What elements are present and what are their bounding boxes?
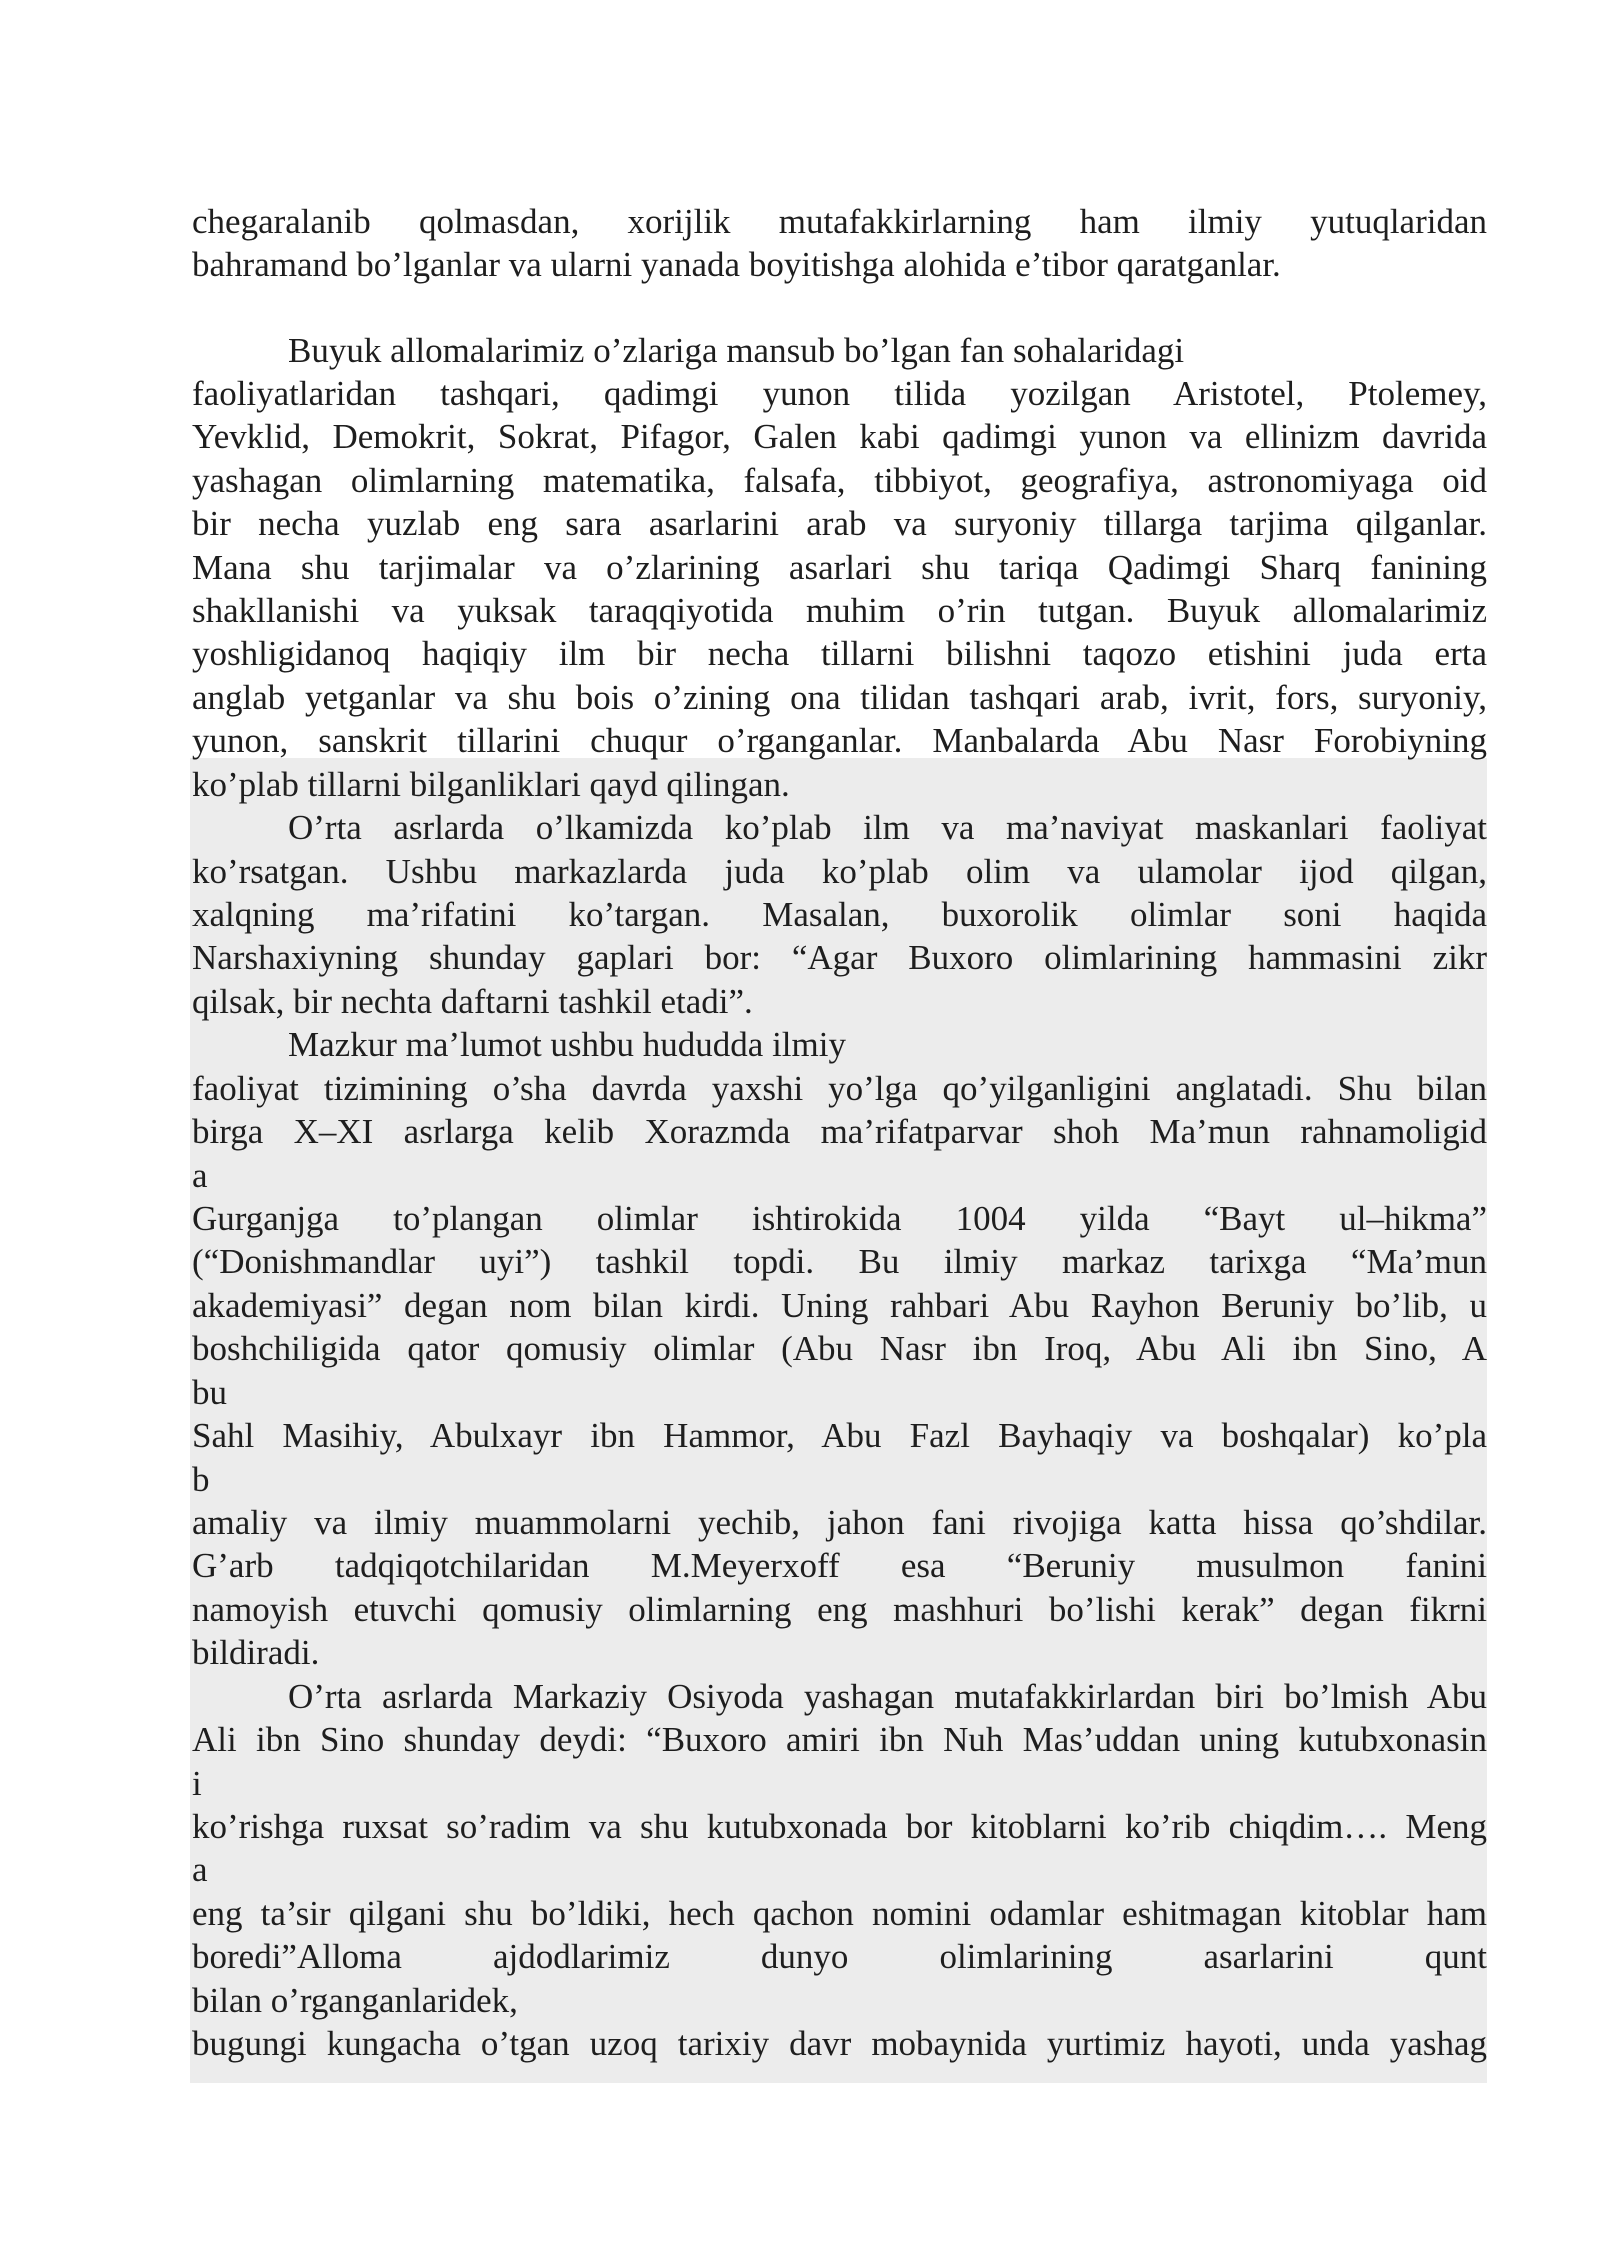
text-line: namoyish etuvchi qomusiy olimlarning eng mashhuri bo’lishi kerak” degan fikrni xyxy=(192,1590,1487,1629)
text-line: Ali ibn Sino shunday deydi: “Buxoro amiri ibn Nuh Mas’uddan uning kutubxonasin xyxy=(192,1720,1487,1759)
text-line: Gurganjga to’plangan olimlar ishtirokida 1004 yilda “Bayt ul–hikma” xyxy=(192,1199,1487,1238)
text-line: yoshligidanoq haqiqiy ilm bir necha tillarni bilishni taqozo etishini juda erta xyxy=(192,634,1487,673)
text-line: Sahl Masihiy, Abulxayr ibn Hammor, Abu Fazl Bayhaqiy va boshqalar) ko’pla xyxy=(192,1416,1487,1455)
text-line: ko’plab tillarni bilganliklari qayd qilingan. xyxy=(192,765,790,804)
text-line: shakllanishi va yuksak taraqqiyotida muhim o’rin tutgan. Buyuk allomalarimiz xyxy=(192,591,1487,630)
text-line: eng ta’sir qilgani shu bo’ldiki, hech qachon nomini odamlar eshitmagan kitoblar ham xyxy=(192,1894,1487,1933)
text-line: b xyxy=(192,1460,210,1499)
text-line: G’arb tadqiqotchilaridan M.Meyerxoff esa “Beruniy musulmon fanini xyxy=(192,1546,1487,1585)
text-line: bir necha yuzlab eng sara asarlarini arab va suryoniy tillarga tarjima qilganlar. xyxy=(192,504,1487,543)
text-line: i xyxy=(192,1764,202,1803)
text-line: faoliyatlaridan tashqari, qadimgi yunon tilida yozilgan Aristotel, Ptolemey, xyxy=(192,374,1487,413)
text-line: a xyxy=(192,1850,208,1889)
text-line: bilan o’rganganlaridek, xyxy=(192,1981,518,2020)
text-line: bahramand bo’lganlar va ularni yanada boyitishga alohida e’tibor qaratganlar. xyxy=(192,245,1281,284)
text-line: boshchiligida qator qomusiy olimlar (Abu Nasr ibn Iroq, Abu Ali ibn Sino, A xyxy=(192,1329,1487,1368)
text-line: Mana shu tarjimalar va o’zlarining asarlari shu tariqa Qadimgi Sharq fanining xyxy=(192,548,1487,587)
text-line: birga X–XI asrlarga kelib Xorazmda ma’rifatparvar shoh Ma’mun rahnamoligid xyxy=(192,1112,1487,1151)
text-line: (“Donishmandlar uyi”) tashkil topdi. Bu ilmiy markaz tarixga “Ma’mun xyxy=(192,1242,1487,1281)
text-line: anglab yetganlar va shu bois o’zining ona tilidan tashqari arab, ivrit, fors, suryoniy, xyxy=(192,678,1487,717)
text-line: a xyxy=(192,1156,208,1195)
text-line: bildiradi. xyxy=(192,1633,320,1672)
text-line: akademiyasi” degan nom bilan kirdi. Uning rahbari Abu Rayhon Beruniy bo’lib, u xyxy=(192,1286,1487,1325)
text-line: Yevklid, Demokrit, Sokrat, Pifagor, Galen kabi qadimgi yunon va ellinizm davrida xyxy=(192,417,1487,456)
text-line: bugungi kungacha o’tgan uzoq tarixiy davr mobaynida yurtimiz hayoti, unda yashag xyxy=(192,2024,1487,2063)
text-line: ko’rishga ruxsat so’radim va shu kutubxonada bor kitoblarni ko’rib chiqdim…. Meng xyxy=(192,1807,1487,1846)
text-line: qilsak, bir nechta daftarni tashkil etadi”. xyxy=(192,982,753,1021)
text-line: faoliyat tizimining o’sha davrda yaxshi yo’lga qo’yilganligini anglatadi. Shu bilan xyxy=(192,1069,1487,1108)
text-line: chegaralanib qolmasdan, xorijlik mutafakkirlarning ham ilmiy yutuqlaridan xyxy=(192,202,1487,241)
text-line: boredi”Alloma ajdodlarimiz dunyo olimlarining asarlarini qunt xyxy=(192,1937,1487,1976)
text-line: O’rta asrlarda o’lkamizda ko’plab ilm va ma’naviyat maskanlari faoliyat xyxy=(288,808,1487,847)
text-line: xalqning ma’rifatini ko’targan. Masalan, buxorolik olimlar soni haqida xyxy=(192,895,1487,934)
text-line: O’rta asrlarda Markaziy Osiyoda yashagan mutafakkirlardan biri bo’lmish Abu xyxy=(288,1677,1487,1716)
text-line: yashagan olimlarning matematika, falsafa, tibbiyot, geografiya, astronomiyaga oid xyxy=(192,461,1487,500)
text-line: Mazkur ma’lumot ushbu hududda ilmiy xyxy=(288,1025,846,1064)
text-line: Narshaxiyning shunday gaplari bor: “Agar Buxoro olimlarining hammasini zikr xyxy=(192,938,1487,977)
text-line: yunon, sanskrit tillarini chuqur o’rganganlar. Manbalarda Abu Nasr Forobiyning xyxy=(192,721,1487,760)
text-line: ko’rsatgan. Ushbu markazlarda juda ko’plab olim va ulamolar ijod qilgan, xyxy=(192,852,1487,891)
text-line: Buyuk allomalarimiz o’zlariga mansub bo’lgan fan sohalaridagi xyxy=(288,331,1185,370)
text-line: bu xyxy=(192,1373,227,1412)
text-line: amaliy va ilmiy muammolarni yechib, jahon fani rivojiga katta hissa qo’shdilar. xyxy=(192,1503,1487,1542)
